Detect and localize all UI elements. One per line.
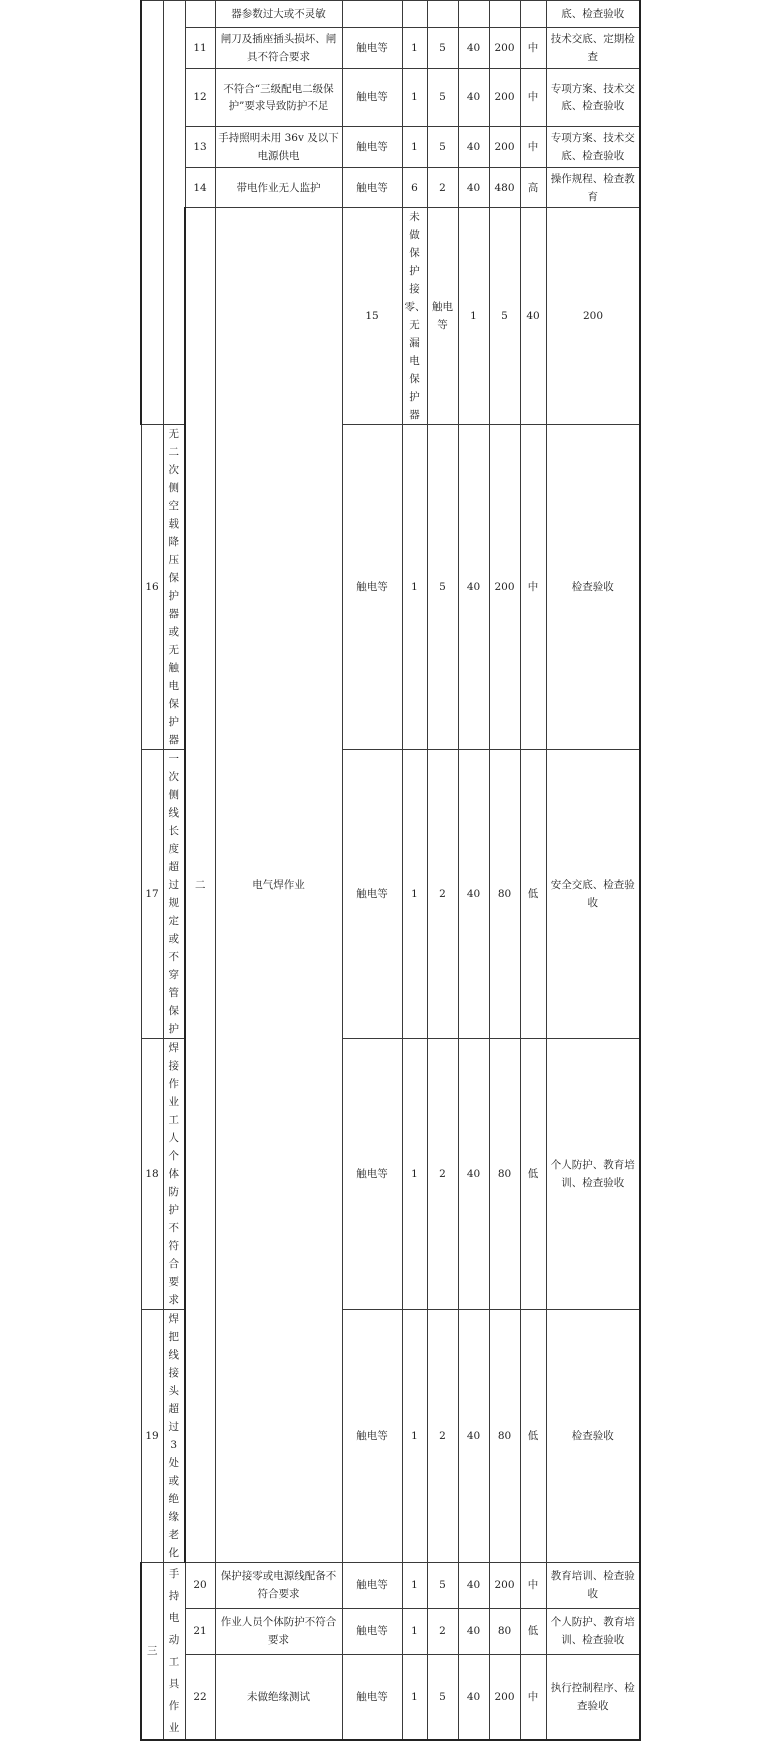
measures-cell: 个人防护、教育培训、检查验收	[546, 1608, 640, 1654]
d-cell: 80	[489, 1310, 520, 1563]
table-row	[141, 1608, 640, 1654]
section-category: 电气焊作业	[215, 208, 342, 1563]
section-numeral	[141, 1, 163, 425]
c-cell: 40	[458, 69, 489, 127]
d-cell: 200	[489, 1563, 520, 1609]
measures-cell: 底、检查验收	[546, 1, 640, 28]
measures-cell: 检查验收	[546, 425, 640, 750]
accident-cell: 触电等	[342, 28, 402, 69]
row-number: 15	[342, 208, 402, 425]
c-cell: 40	[520, 208, 546, 425]
c-cell	[458, 1, 489, 28]
d-cell: 80	[489, 1608, 520, 1654]
table-row	[141, 1654, 640, 1740]
l-cell: 1	[402, 127, 427, 168]
row-number: 20	[185, 1563, 215, 1609]
row-number	[185, 1, 215, 28]
row-number: 18	[141, 1039, 163, 1310]
d-cell: 80	[489, 750, 520, 1039]
table-row	[141, 1563, 640, 1609]
level-cell: 中	[520, 127, 546, 168]
level-cell: 高	[520, 168, 546, 208]
e-cell	[427, 1, 458, 28]
measures-cell: 操作规程、检查教育	[546, 168, 640, 208]
e-cell: 2	[427, 168, 458, 208]
hazard-cell: 带电作业无人监护	[215, 168, 342, 208]
d-cell: 200	[489, 28, 520, 69]
l-cell: 1	[402, 28, 427, 69]
section-numeral: 三	[141, 1563, 163, 1741]
e-cell: 5	[427, 127, 458, 168]
section-category: 手持电动工具作业	[163, 1563, 185, 1741]
hazard-cell: 作业人员个体防护不符合要求	[215, 1608, 342, 1654]
hazard-cell: 无二次侧空载降压保护器或无触电保护器	[163, 425, 185, 750]
row-number: 11	[185, 28, 215, 69]
row-number: 12	[185, 69, 215, 127]
level-cell: 中	[520, 69, 546, 127]
measures-cell: 检查验收	[546, 1310, 640, 1563]
l-cell: 1	[402, 1608, 427, 1654]
e-cell: 2	[427, 1608, 458, 1654]
hazard-cell: 未做保护接零、无漏电保护器	[402, 208, 427, 425]
accident-cell: 触电等	[342, 425, 402, 750]
accident-cell: 触电等	[342, 750, 402, 1039]
measures-cell: 技术交底、定期检查	[546, 28, 640, 69]
measures-cell: 专项方案、技术交底、检查验收	[546, 127, 640, 168]
level-cell: 中	[520, 425, 546, 750]
level-cell: 低	[520, 1310, 546, 1563]
accident-cell: 触电等	[342, 1039, 402, 1310]
table-row	[141, 69, 640, 127]
hazard-cell: 保护接零或电源线配备不符合要求	[215, 1563, 342, 1609]
l-cell: 1	[402, 425, 427, 750]
table-row	[141, 127, 640, 168]
e-cell: 5	[427, 69, 458, 127]
e-cell: 2	[427, 1310, 458, 1563]
section-numeral: 二	[185, 208, 215, 1563]
e-cell: 5	[427, 1563, 458, 1609]
level-cell: 低	[520, 750, 546, 1039]
accident-cell: 触电等	[342, 168, 402, 208]
c-cell: 40	[458, 168, 489, 208]
hazard-cell: 不符合“三级配电二级保护”要求导致防护不足	[215, 69, 342, 127]
hazard-cell: 手持照明未用 36v 及以下电源供电	[215, 127, 342, 168]
d-cell: 480	[489, 168, 520, 208]
table-row	[141, 28, 640, 69]
level-cell	[520, 1, 546, 28]
accident-cell: 触电等	[342, 1563, 402, 1609]
row-number: 22	[185, 1654, 215, 1740]
d-cell	[489, 1, 520, 28]
accident-cell: 触电等	[342, 1654, 402, 1740]
accident-cell: 触电等	[342, 1608, 402, 1654]
row-number: 13	[185, 127, 215, 168]
section-category	[163, 1, 185, 425]
e-cell: 2	[427, 1039, 458, 1310]
hazard-cell: 一次侧线长度超过规定或不穿管保护	[163, 750, 185, 1039]
l-cell: 1	[402, 750, 427, 1039]
table-row	[141, 1, 640, 28]
l-cell: 1	[402, 1039, 427, 1310]
l-cell: 1	[402, 1310, 427, 1563]
level-cell: 中	[520, 1654, 546, 1740]
measures-cell: 安全交底、检查验收	[546, 750, 640, 1039]
level-cell: 低	[520, 1608, 546, 1654]
row-number: 21	[185, 1608, 215, 1654]
accident-cell: 触电等	[342, 127, 402, 168]
hazard-assessment-table	[140, 0, 641, 1741]
c-cell: 40	[458, 425, 489, 750]
row-number: 17	[141, 750, 163, 1039]
measures-cell: 专项方案、技术交底、检查验收	[546, 69, 640, 127]
c-cell: 40	[458, 127, 489, 168]
l-cell	[402, 1, 427, 28]
hazard-cell: 焊把线接头超过 3 处或绝缘老化	[163, 1310, 185, 1563]
c-cell: 40	[458, 1310, 489, 1563]
row-number: 14	[185, 168, 215, 208]
l-cell: 1	[402, 1654, 427, 1740]
e-cell: 5	[489, 208, 520, 425]
hazard-cell: 焊接作业工人个体防护不符合要求	[163, 1039, 185, 1310]
table-row	[141, 208, 640, 425]
c-cell: 40	[458, 1608, 489, 1654]
accident-cell: 触电等	[427, 208, 458, 425]
e-cell: 2	[427, 750, 458, 1039]
c-cell: 40	[458, 28, 489, 69]
level-cell: 中	[520, 1563, 546, 1609]
l-cell: 1	[458, 208, 489, 425]
e-cell: 5	[427, 425, 458, 750]
l-cell: 1	[402, 1563, 427, 1609]
accident-cell: 触电等	[342, 69, 402, 127]
hazard-cell: 器参数过大或不灵敏	[215, 1, 342, 28]
table-row	[141, 168, 640, 208]
e-cell: 5	[427, 28, 458, 69]
d-cell: 200	[489, 1654, 520, 1740]
d-cell: 80	[489, 1039, 520, 1310]
c-cell: 40	[458, 1039, 489, 1310]
level-cell: 中	[520, 28, 546, 69]
d-cell: 200	[546, 208, 640, 425]
c-cell: 40	[458, 1563, 489, 1609]
row-number: 19	[141, 1310, 163, 1563]
d-cell: 200	[489, 127, 520, 168]
l-cell: 1	[402, 69, 427, 127]
c-cell: 40	[458, 1654, 489, 1740]
hazard-cell: 闸刀及插座插头损坏、闸具不符合要求	[215, 28, 342, 69]
e-cell: 5	[427, 1654, 458, 1740]
measures-cell: 教育培训、检查验收	[546, 1563, 640, 1609]
level-cell: 低	[520, 1039, 546, 1310]
hazard-cell: 未做绝缘测试	[215, 1654, 342, 1740]
measures-cell: 个人防护、教育培训、检查验收	[546, 1039, 640, 1310]
accident-cell	[342, 1, 402, 28]
d-cell: 200	[489, 425, 520, 750]
accident-cell: 触电等	[342, 1310, 402, 1563]
row-number: 16	[141, 425, 163, 750]
measures-cell: 执行控制程序、检查验收	[546, 1654, 640, 1740]
l-cell: 6	[402, 168, 427, 208]
c-cell: 40	[458, 750, 489, 1039]
d-cell: 200	[489, 69, 520, 127]
